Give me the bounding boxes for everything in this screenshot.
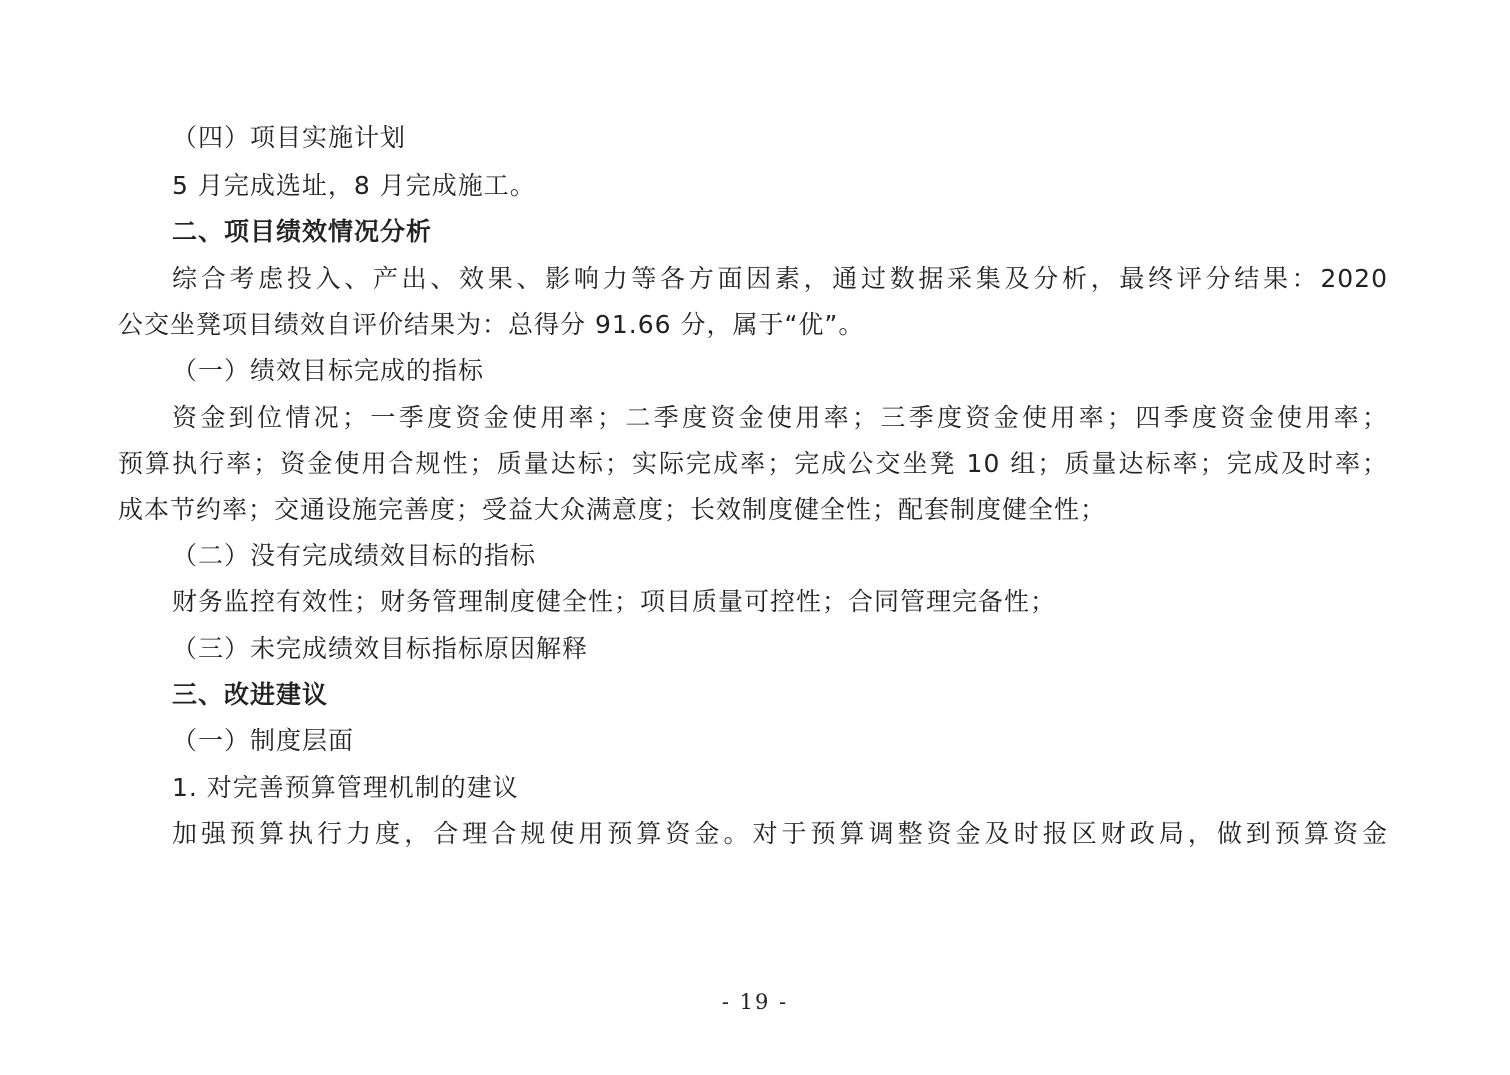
paragraph-completed-line-1: 资金到位情况；一季度资金使用率；二季度资金使用率；三季度资金使用率；四季度资金使用率； [172,403,1388,432]
paragraph-evaluation-line-2: 公交坐凳项目绩效自评价结果为：总得分 91.66 分，属于“优”。 [118,310,865,339]
subheading-system-level: （一）制度层面 [172,726,355,755]
subheading-completed-indicators: （一）绩效目标完成的指标 [172,356,485,385]
paragraph-evaluation-line-1: 综合考虑投入、产出、效果、影响力等各方面因素，通过数据采集及分析，最终评分结果：2020 [172,264,1388,293]
paragraph-budget-execution: 加强预算执行力度，合理合规使用预算资金。对于预算调整资金及时报区财政局，做到预算资金 [172,819,1388,848]
subheading-reason-explanation: （三）未完成绩效目标指标原因解释 [172,634,589,663]
heading-improvement-suggestions: 三、改进建议 [172,680,329,709]
subheading-uncompleted-indicators: （二）没有完成绩效目标的指标 [172,541,537,570]
subheading-implementation-plan: （四）项目实施计划 [172,123,407,152]
paragraph-completed-line-2: 预算执行率；资金使用合规性；质量达标；实际完成率；完成公交坐凳 10 组；质量达标率；完成及时率； [118,449,1388,478]
paragraph-uncompleted: 财务监控有效性；财务管理制度健全性；项目质量可控性；合同管理完备性； [172,587,1057,616]
page-number: - 19 - [721,990,789,1014]
numbered-suggestion-1: 1. 对完善预算管理机制的建议 [172,773,519,802]
paragraph-schedule: 5 月完成选址，8 月完成施工。 [172,171,536,200]
heading-performance-analysis: 二、项目绩效情况分析 [172,217,433,246]
paragraph-completed-line-3: 成本节约率；交通设施完善度；受益大众满意度；长效制度健全性；配套制度健全性； [118,495,1107,524]
